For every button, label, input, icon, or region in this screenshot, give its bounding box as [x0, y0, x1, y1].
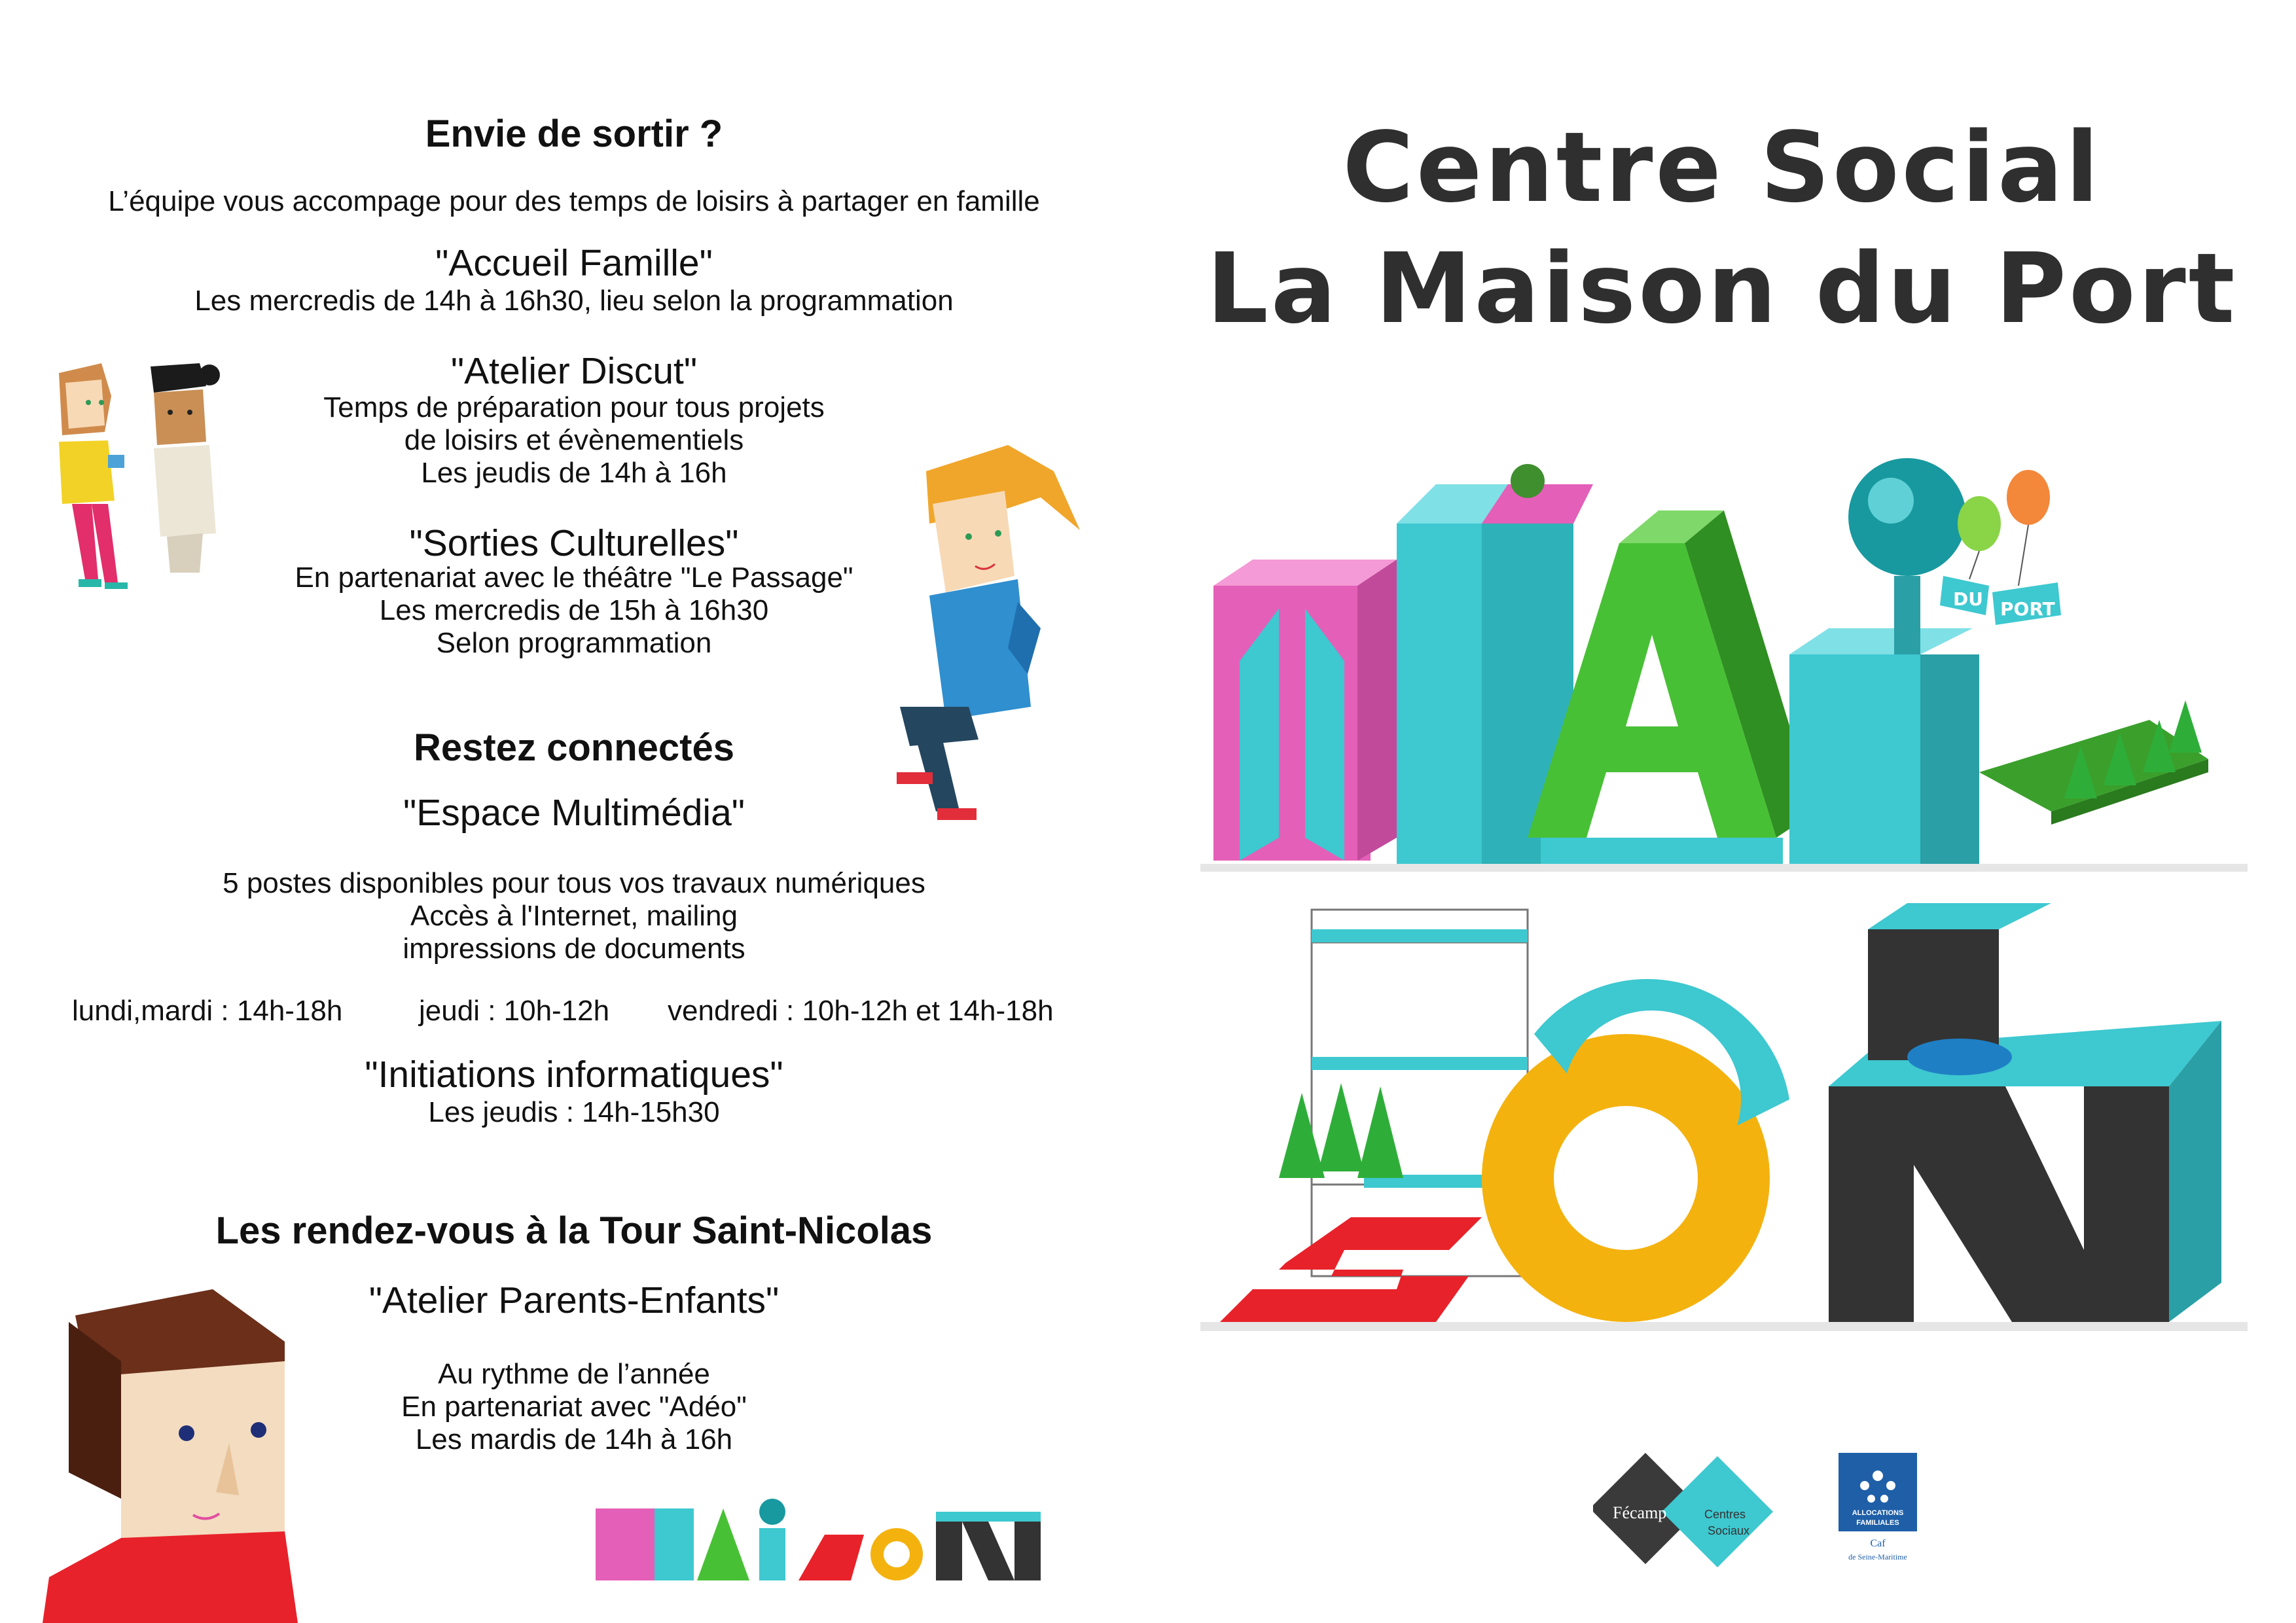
- text-sorties-culturelles-3: Selon programmation: [436, 627, 712, 659]
- heading-tour-saint-nicolas: Les rendez-vous à la Tour Saint-Nicolas: [215, 1209, 933, 1252]
- text-sorties-culturelles-1: En partenariat avec le théâtre "Le Passage": [295, 562, 853, 594]
- green-balloon: [1958, 496, 2001, 551]
- letter-i-block: [1789, 458, 1979, 864]
- hours-lundi-mardi: lundi,mardi : 14h-18h: [72, 995, 343, 1027]
- caf-line3: Caf: [1870, 1538, 1886, 1549]
- text-initiations: Les jeudis : 14h-15h30: [428, 1096, 720, 1128]
- heading-envie-de-sortir: Envie de sortir ?: [425, 113, 723, 155]
- title-initiations-informatiques: "Initiations informatiques": [365, 1054, 783, 1096]
- text-multimedia-1: 5 postes disponibles pour tous vos travaux numériques: [223, 867, 925, 899]
- fecamp-sub2: Sociaux: [1708, 1524, 1750, 1537]
- letter-s-block: [1220, 1217, 1482, 1322]
- trees-bottom-left: [1279, 1083, 1403, 1178]
- text-multimedia-2: Accès à l'Internet, mailing: [410, 900, 738, 932]
- text-atelier-parents-2: En partenariat avec "Adéo": [401, 1391, 747, 1423]
- hours-jeudi: jeudi : 10h-12h: [419, 995, 610, 1027]
- hours-vendredi: vendredi : 10h-12h et 14h-18h: [668, 995, 1054, 1027]
- fecamp-sub1: Centres: [1704, 1508, 1746, 1521]
- fecamp-centres-sociaux-logo: [1593, 1446, 1789, 1577]
- mini-maison-logo: [589, 1482, 1067, 1587]
- right-panel: [1148, 0, 2296, 1623]
- title-espace-multimedia: "Espace Multimédia": [403, 792, 745, 834]
- title-atelier-parents-enfants: "Atelier Parents-Enfants": [368, 1279, 780, 1321]
- mini-maison-logo-graphic: [589, 1482, 1067, 1587]
- title-centre-social: Centre Social: [1342, 111, 2102, 224]
- orange-balloon: [2007, 470, 2050, 525]
- two-characters-illustration: [39, 357, 229, 592]
- caf-line1: ALLOCATIONS: [1852, 1509, 1904, 1517]
- text-atelier-discut-1: Temps de préparation pour tous projets: [323, 391, 825, 423]
- sitting-girl-illustration: [890, 432, 1086, 825]
- title-la-maison-du-port: La Maison du Port: [1206, 232, 2238, 345]
- title-atelier-discut: "Atelier Discut": [450, 350, 698, 392]
- du-port-badge: [1940, 576, 2061, 625]
- boy-face-illustration: [36, 1283, 298, 1623]
- caf-line2: FAMILIALES: [1856, 1519, 1899, 1527]
- caf-logo: [1835, 1450, 1927, 1574]
- heading-restez-connectes: Restez connectés: [414, 726, 734, 769]
- text-sorties-culturelles-2: Les mercredis de 15h à 16h30: [379, 594, 769, 626]
- intro-text: L’équipe vous accompage pour des temps de loisirs à partager en famille: [108, 185, 1040, 217]
- text-atelier-discut-3: Les jeudis de 14h à 16h: [421, 457, 727, 489]
- caf-line4: de Seine-Maritime: [1848, 1552, 1907, 1561]
- maison-3d-illustration: [1200, 445, 2261, 1374]
- letter-m-block: [1213, 464, 1593, 864]
- text-accueil-famille: Les mercredis de 14h à 16h30, lieu selon la programmation: [194, 285, 954, 317]
- badge-port-text: PORT: [2000, 598, 2055, 620]
- fecamp-name: Fécamp: [1613, 1503, 1667, 1522]
- text-atelier-discut-2: de loisirs et évènementiels: [404, 424, 744, 456]
- text-atelier-parents-1: Au rythme de l’année: [438, 1358, 710, 1390]
- text-multimedia-3: impressions de documents: [403, 933, 745, 965]
- title-sorties-culturelles: "Sorties Culturelles": [409, 522, 739, 564]
- badge-du-text: DU: [1953, 588, 1983, 610]
- title-accueil-famille: "Accueil Famille": [435, 242, 713, 284]
- letter-n-block: [1829, 903, 2221, 1322]
- text-atelier-parents-3: Les mardis de 14h à 16h: [415, 1423, 733, 1455]
